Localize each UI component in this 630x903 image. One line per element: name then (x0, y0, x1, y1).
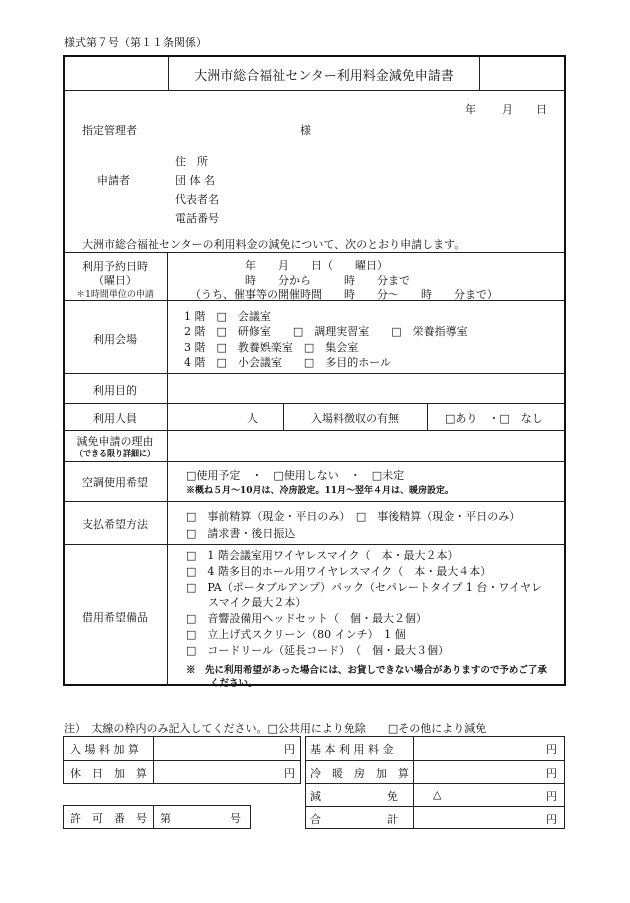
venue-option-3f[interactable]: 3 階 □ 教養娯楽室 □ 集会室 (184, 341, 359, 354)
reason-note: （できる限り詳細に） (75, 448, 155, 458)
equipment-item-5[interactable]: □ 立上げ式スクリーン（80 インチ） 1 個 (186, 628, 406, 641)
purpose-label: 利用目的 (93, 384, 137, 397)
applicant-phone-field[interactable]: 電話番号 (175, 212, 219, 225)
venue-option-1f[interactable]: 1 階 □ 会議室 (184, 310, 271, 323)
addressee-honorific: 様 (300, 124, 311, 137)
addressee-label: 指定管理者 (82, 124, 137, 137)
equipment-item-6[interactable]: □ コードリール（延長コード） （ 個・最大３個） (186, 644, 450, 657)
applicant-group-field[interactable]: 団 体 名 (175, 174, 215, 187)
venue-label: 利用会場 (93, 333, 137, 346)
equipment-note: ※ 先に利用希望があった場合には、お貸しできない場合がありますので予めご了承 (186, 665, 547, 676)
reservation-note: ＊1時間単位の申請 (76, 290, 154, 300)
payment-label: 支払希望方法 (82, 518, 148, 531)
equipment-item-3[interactable]: □ PA（ポータブルアンプ）パック（セパレートタイプ 1 台・ワイヤレ (186, 581, 542, 594)
payment-option-line2[interactable]: □ 請求書・後日振込 (186, 527, 296, 540)
intro-text: 大洲市総合福祉センターの利用料金の減免について、次のとおり申請します。 (82, 238, 466, 251)
fee-collection-label: 入場料徴収の有無 (311, 412, 399, 425)
venue-option-4f[interactable]: 4 階 □ 小会議室 □ 多目的ホール (184, 356, 392, 369)
equipment-item-4[interactable]: □ 音響設備用ヘッドセット（ 個・最大２個） (186, 612, 428, 625)
reservation-label: 利用予約日時 (82, 260, 148, 273)
reservation-date-line[interactable]: 年 月 日（ 曜日） (245, 259, 388, 272)
ac-note: ※概ね５月～10月は、冷房設定。11月～翌年４月は、暖房設定。 (186, 486, 455, 496)
admission-surcharge-label: 入 場 料 加 算 (70, 743, 139, 756)
fee-collection-options[interactable]: □あり ・□ なし (445, 412, 543, 425)
permit-suffix: 号 (230, 812, 241, 825)
ac-surcharge-unit[interactable]: 円 (546, 767, 557, 780)
form-title: 大洲市総合福祉センター利用料金減免申請書 (194, 69, 454, 84)
form-id: 様式第７号（第１１条関係） (64, 36, 207, 49)
people-label: 利用人員 (93, 412, 137, 425)
base-fee-unit[interactable]: 円 (546, 743, 557, 756)
permit-number-label: 許 可 番 号 (70, 812, 147, 825)
payment-option-line1[interactable]: □ 事前精算（現金・平日のみ） □ 事後精算（現金・平日のみ） (186, 510, 521, 523)
reservation-event-line[interactable]: （うち、催事等の開催時間 時 分～ 時 分まで） (190, 288, 498, 301)
reduction-mark: △ (433, 788, 442, 801)
ac-surcharge-label: 冷 暖 房 加 算 (310, 767, 409, 780)
base-fee-label: 基 本 利 用 料 金 (310, 743, 394, 756)
reason-label: 減免申請の理由 (76, 435, 154, 448)
date-day[interactable]: 日 (536, 103, 547, 116)
people-unit[interactable]: 人 (247, 412, 258, 425)
holiday-surcharge-unit[interactable]: 円 (284, 767, 295, 780)
date-year[interactable]: 年 (465, 103, 476, 116)
reduction-label: 減 免 (310, 790, 398, 803)
admission-surcharge-unit[interactable]: 円 (284, 743, 295, 756)
equipment-label: 借用希望備品 (82, 611, 148, 624)
total-unit[interactable]: 円 (546, 813, 557, 826)
equipment-item-3-cont: スマイク最大２本） (186, 596, 307, 609)
ac-label: 空調使用希望 (82, 476, 148, 489)
total-label: 合 計 (310, 813, 398, 826)
reservation-time-line[interactable]: 時 分から 時 分まで (245, 274, 410, 287)
date-month[interactable]: 月 (502, 103, 513, 116)
equipment-note-cont: ください。 (210, 678, 258, 689)
reduction-unit[interactable]: 円 (546, 790, 557, 803)
holiday-surcharge-label: 休 日 加 算 (70, 767, 147, 780)
applicant-address-field[interactable]: 住 所 (175, 155, 208, 168)
equipment-item-1[interactable]: □ 1 階会議室用ワイヤレスマイク（ 本・最大２本） (186, 549, 459, 562)
venue-option-2f[interactable]: 2 階 □ 研修室 □ 調理実習室 □ 栄養指導室 (184, 325, 468, 338)
reservation-weekday-label: （曜日） (93, 274, 137, 287)
applicant-label: 申請者 (97, 174, 130, 187)
ac-options[interactable]: □使用予定 ・ □使用しない ・ □未定 (186, 469, 405, 482)
permit-prefix[interactable]: 第 (160, 812, 171, 825)
footer-note: 注） 太線の枠内のみ記入してください。□公共用により免除 □その他により減免 (64, 722, 487, 735)
equipment-item-2[interactable]: □ 4 階多目的ホール用ワイヤレスマイク（ 本・最大４本） (186, 565, 492, 578)
applicant-rep-field[interactable]: 代表者名 (175, 193, 219, 206)
